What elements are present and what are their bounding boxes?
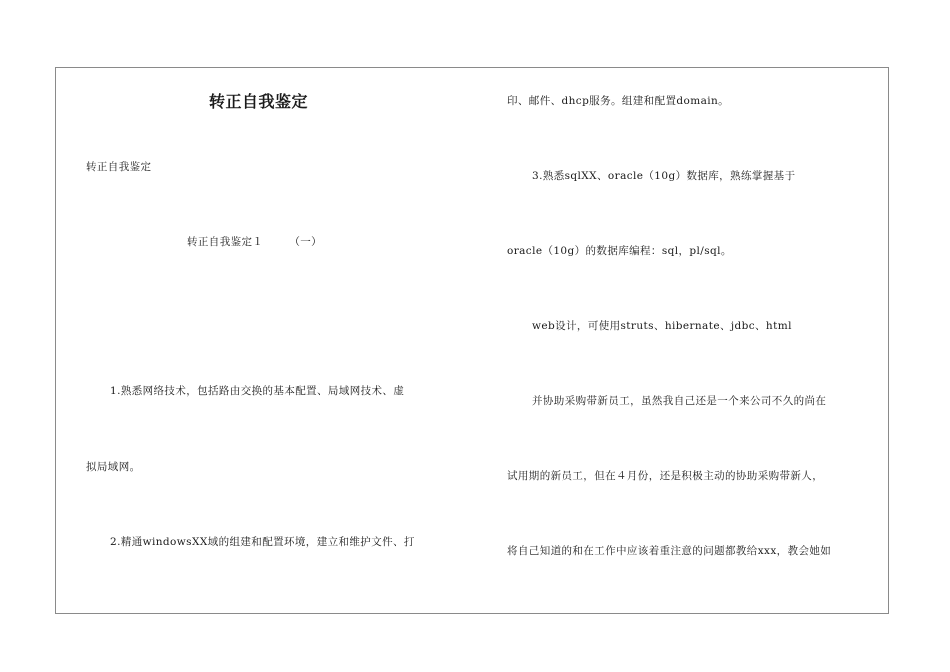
para-line3: 将自己知道的和在工作中应该着重注意的问题都教给xxx，教会她如 bbox=[507, 545, 832, 557]
item1-line1: 1.熟悉网络技术，包括路由交换的基本配置、局域网技术、虚 bbox=[110, 385, 405, 397]
subheading bbox=[187, 235, 322, 249]
subheading-text: 转正自我鉴定１ bbox=[187, 236, 264, 248]
item3-line1: 3.熟悉sqlXX、oracle（10g）数据库，熟练掌握基于 bbox=[532, 170, 796, 182]
subheading-suffix: （一） bbox=[289, 236, 323, 248]
para-line1: 并协助采购带新员工，虽然我自己还是一个来公司不久的尚在 bbox=[532, 395, 827, 407]
heading-line: 转正自我鉴定 bbox=[86, 161, 152, 173]
item3-line2: oracle（10g）的数据库编程：sql，pl/sql。 bbox=[507, 245, 732, 257]
web-line: web设计，可使用struts、hibernate、jdbc、html bbox=[532, 320, 792, 332]
document-title: 转正自我鉴定 bbox=[209, 92, 309, 111]
page-frame bbox=[55, 67, 889, 614]
item2-line1: 2.精通windowsXX域的组建和配置环境，建立和维护文件、打 bbox=[110, 536, 415, 548]
cont-line: 印、邮件、dhcp服务。组建和配置domain。 bbox=[507, 95, 730, 107]
item1-line2: 拟局域网。 bbox=[86, 461, 141, 473]
para-line2: 试用期的新员工，但在４月份，还是积极主动的协助采购带新人， bbox=[507, 470, 824, 482]
